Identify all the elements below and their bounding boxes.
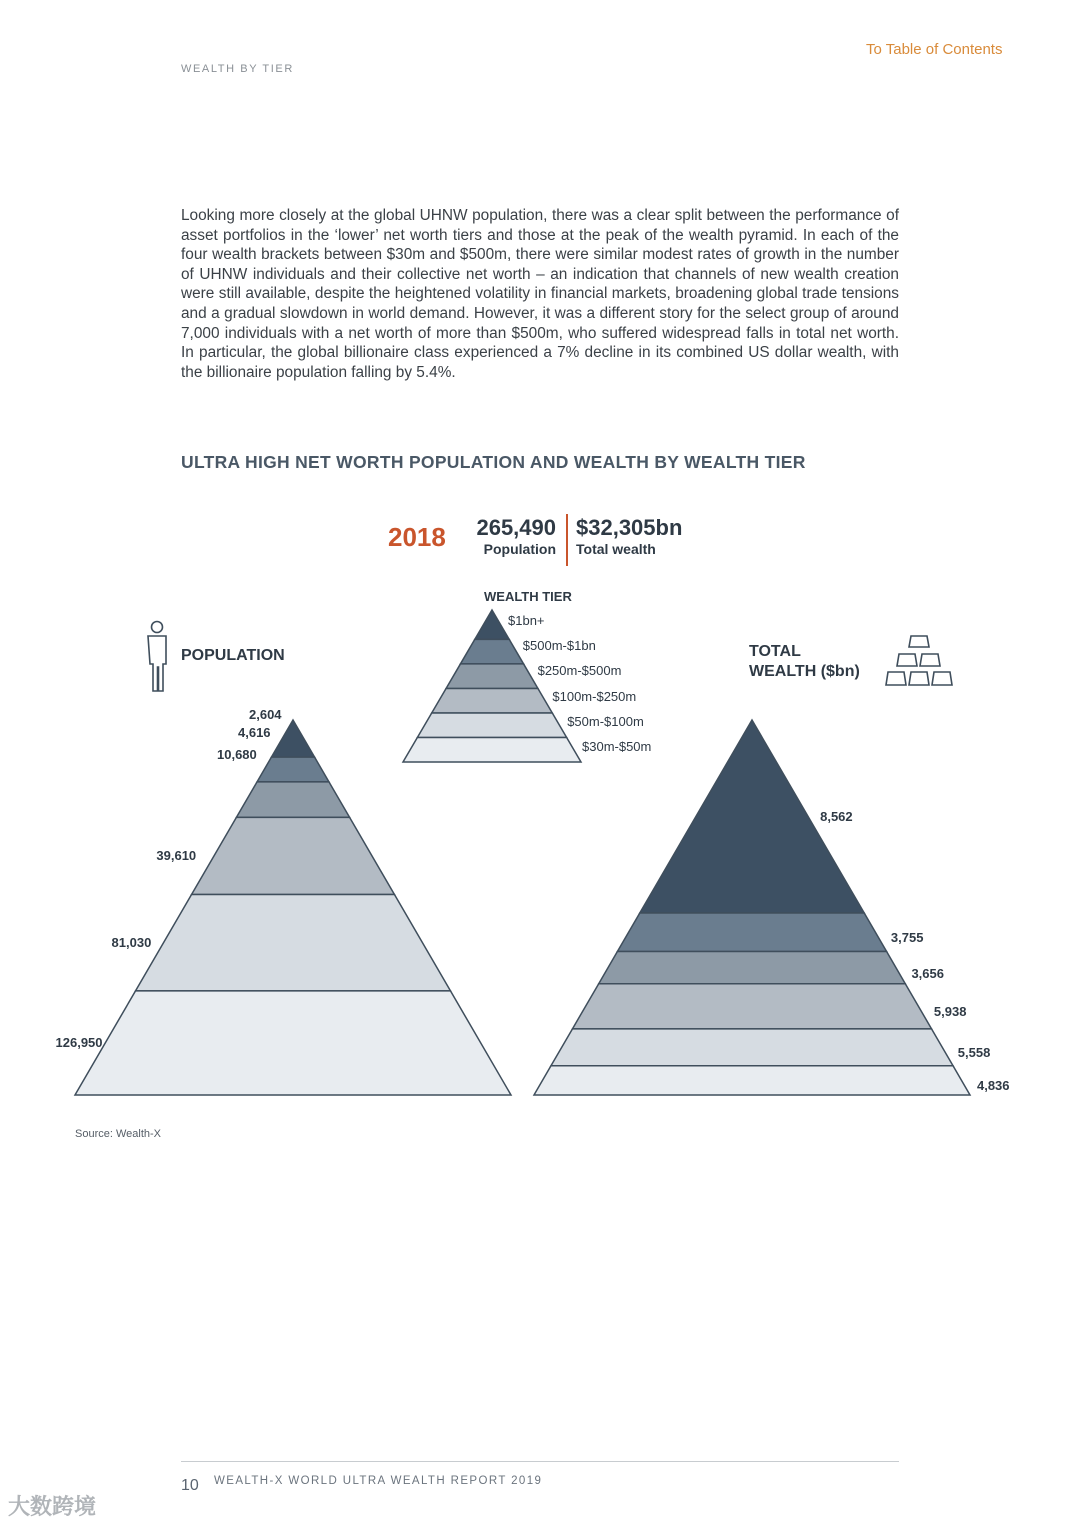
watermark: 大数跨境 xyxy=(8,1494,97,1519)
person-icon xyxy=(148,622,166,692)
population-pyramid xyxy=(75,720,511,1095)
source-note: Source: Wealth-X xyxy=(75,1128,162,1140)
legend-pyramid xyxy=(403,610,581,762)
population-value-label: 81,030 xyxy=(111,934,152,950)
gold-bars-icon xyxy=(886,636,952,685)
population-pyramid-band-1 xyxy=(257,757,329,782)
legend-pyramid-band-5 xyxy=(403,737,581,762)
population-value-label: 39,610 xyxy=(156,847,197,863)
wealth-value-label: 3,755 xyxy=(890,930,924,946)
legend-pyramid-band-0 xyxy=(475,610,509,639)
legend-tier-label: $1bn+ xyxy=(508,613,545,628)
population-heading: POPULATION xyxy=(181,647,285,664)
wealth-value-label: 8,562 xyxy=(820,808,853,824)
legend-tier-label: $30m-$50m xyxy=(582,739,652,754)
population-pyramid-band-5 xyxy=(75,991,511,1095)
page-number: 10 xyxy=(181,1477,199,1494)
legend-tier-label: $250m-$500m xyxy=(537,663,622,679)
legend-pyramid-band-2 xyxy=(446,664,538,689)
wealth-pyramid-band-2 xyxy=(599,952,906,984)
wealth-value-label: 4,836 xyxy=(976,1078,1010,1094)
body-paragraph: Looking more closely at the global UHNW population, there was a clear split between the performance of asset portfolios in the ‘lower’ net worth tiers and those at the peak of the wealth pyramid. In each of the four wealth brackets between $30m and $500m, there were similar modest rates of growth in the number of UHNW individuals and their collective net worth – an indication that channels of new wealth creation were still available, despite the heightened volatility in financial markets, broadening global trade tensions and a gradual slowdown in world demand. However, it was a different story for the select group of around 7,000 individuals with a net worth of more than $500m, who suffered widespread falls in total net worth. In particular, the global billionaire class experienced a 7% decline in its combined US dollar wealth, with the billionaire population falling by 5.4%. xyxy=(181,207,899,381)
wealth-heading-line1: TOTAL xyxy=(749,643,801,660)
legend-tier-label: $50m-$100m xyxy=(567,713,644,729)
section-label: WEALTH BY TIER xyxy=(181,63,294,75)
wealth-pyramid xyxy=(534,720,970,1095)
legend-tier-label: $500m-$1bn xyxy=(522,638,596,654)
summary-population-label: Population xyxy=(483,541,556,557)
legend-pyramid-band-1 xyxy=(460,639,523,664)
wealth-pyramid-band-1 xyxy=(617,913,886,951)
footer-divider xyxy=(181,1461,899,1462)
population-value-label: 2,604 xyxy=(249,707,282,722)
population-value-label: 10,680 xyxy=(217,747,257,762)
population-pyramid-band-2 xyxy=(236,782,349,818)
wealth-pyramid-band-3 xyxy=(572,984,931,1029)
summary-year: 2018 xyxy=(388,522,446,552)
wealth-value-label: 5,938 xyxy=(933,1004,967,1020)
legend-tier-label: $100m-$250m xyxy=(552,688,637,704)
wealth-value-label: 5,558 xyxy=(957,1045,991,1061)
wealth-pyramid-band-4 xyxy=(551,1029,953,1066)
wealth-pyramid-band-5 xyxy=(534,1066,970,1095)
population-pyramid-band-4 xyxy=(136,895,451,991)
legend-title: WEALTH TIER xyxy=(484,589,572,604)
wealth-heading-line2: WEALTH ($bn) xyxy=(749,663,860,680)
table-of-contents-link[interactable]: To Table of Contents xyxy=(866,41,1003,58)
population-value-label: 4,616 xyxy=(238,725,271,740)
footer-report-title: WEALTH-X WORLD ULTRA WEALTH REPORT 2019 xyxy=(214,1475,543,1487)
summary-wealth-value: $32,305bn xyxy=(576,515,683,540)
wealth-heading xyxy=(749,642,860,682)
wealth-value-label: 3,656 xyxy=(911,965,944,981)
legend-pyramid-band-3 xyxy=(432,688,553,713)
population-value-label: 126,950 xyxy=(55,1034,103,1050)
population-pyramid-band-0 xyxy=(271,720,314,757)
population-pyramid-band-3 xyxy=(192,817,395,894)
legend-pyramid-band-4 xyxy=(417,713,566,738)
summary-wealth-label: Total wealth xyxy=(576,541,656,557)
chart-title: ULTRA HIGH NET WORTH POPULATION AND WEALTH BY WEALTH TIER xyxy=(181,452,806,472)
summary-population-value: 265,490 xyxy=(476,515,556,540)
